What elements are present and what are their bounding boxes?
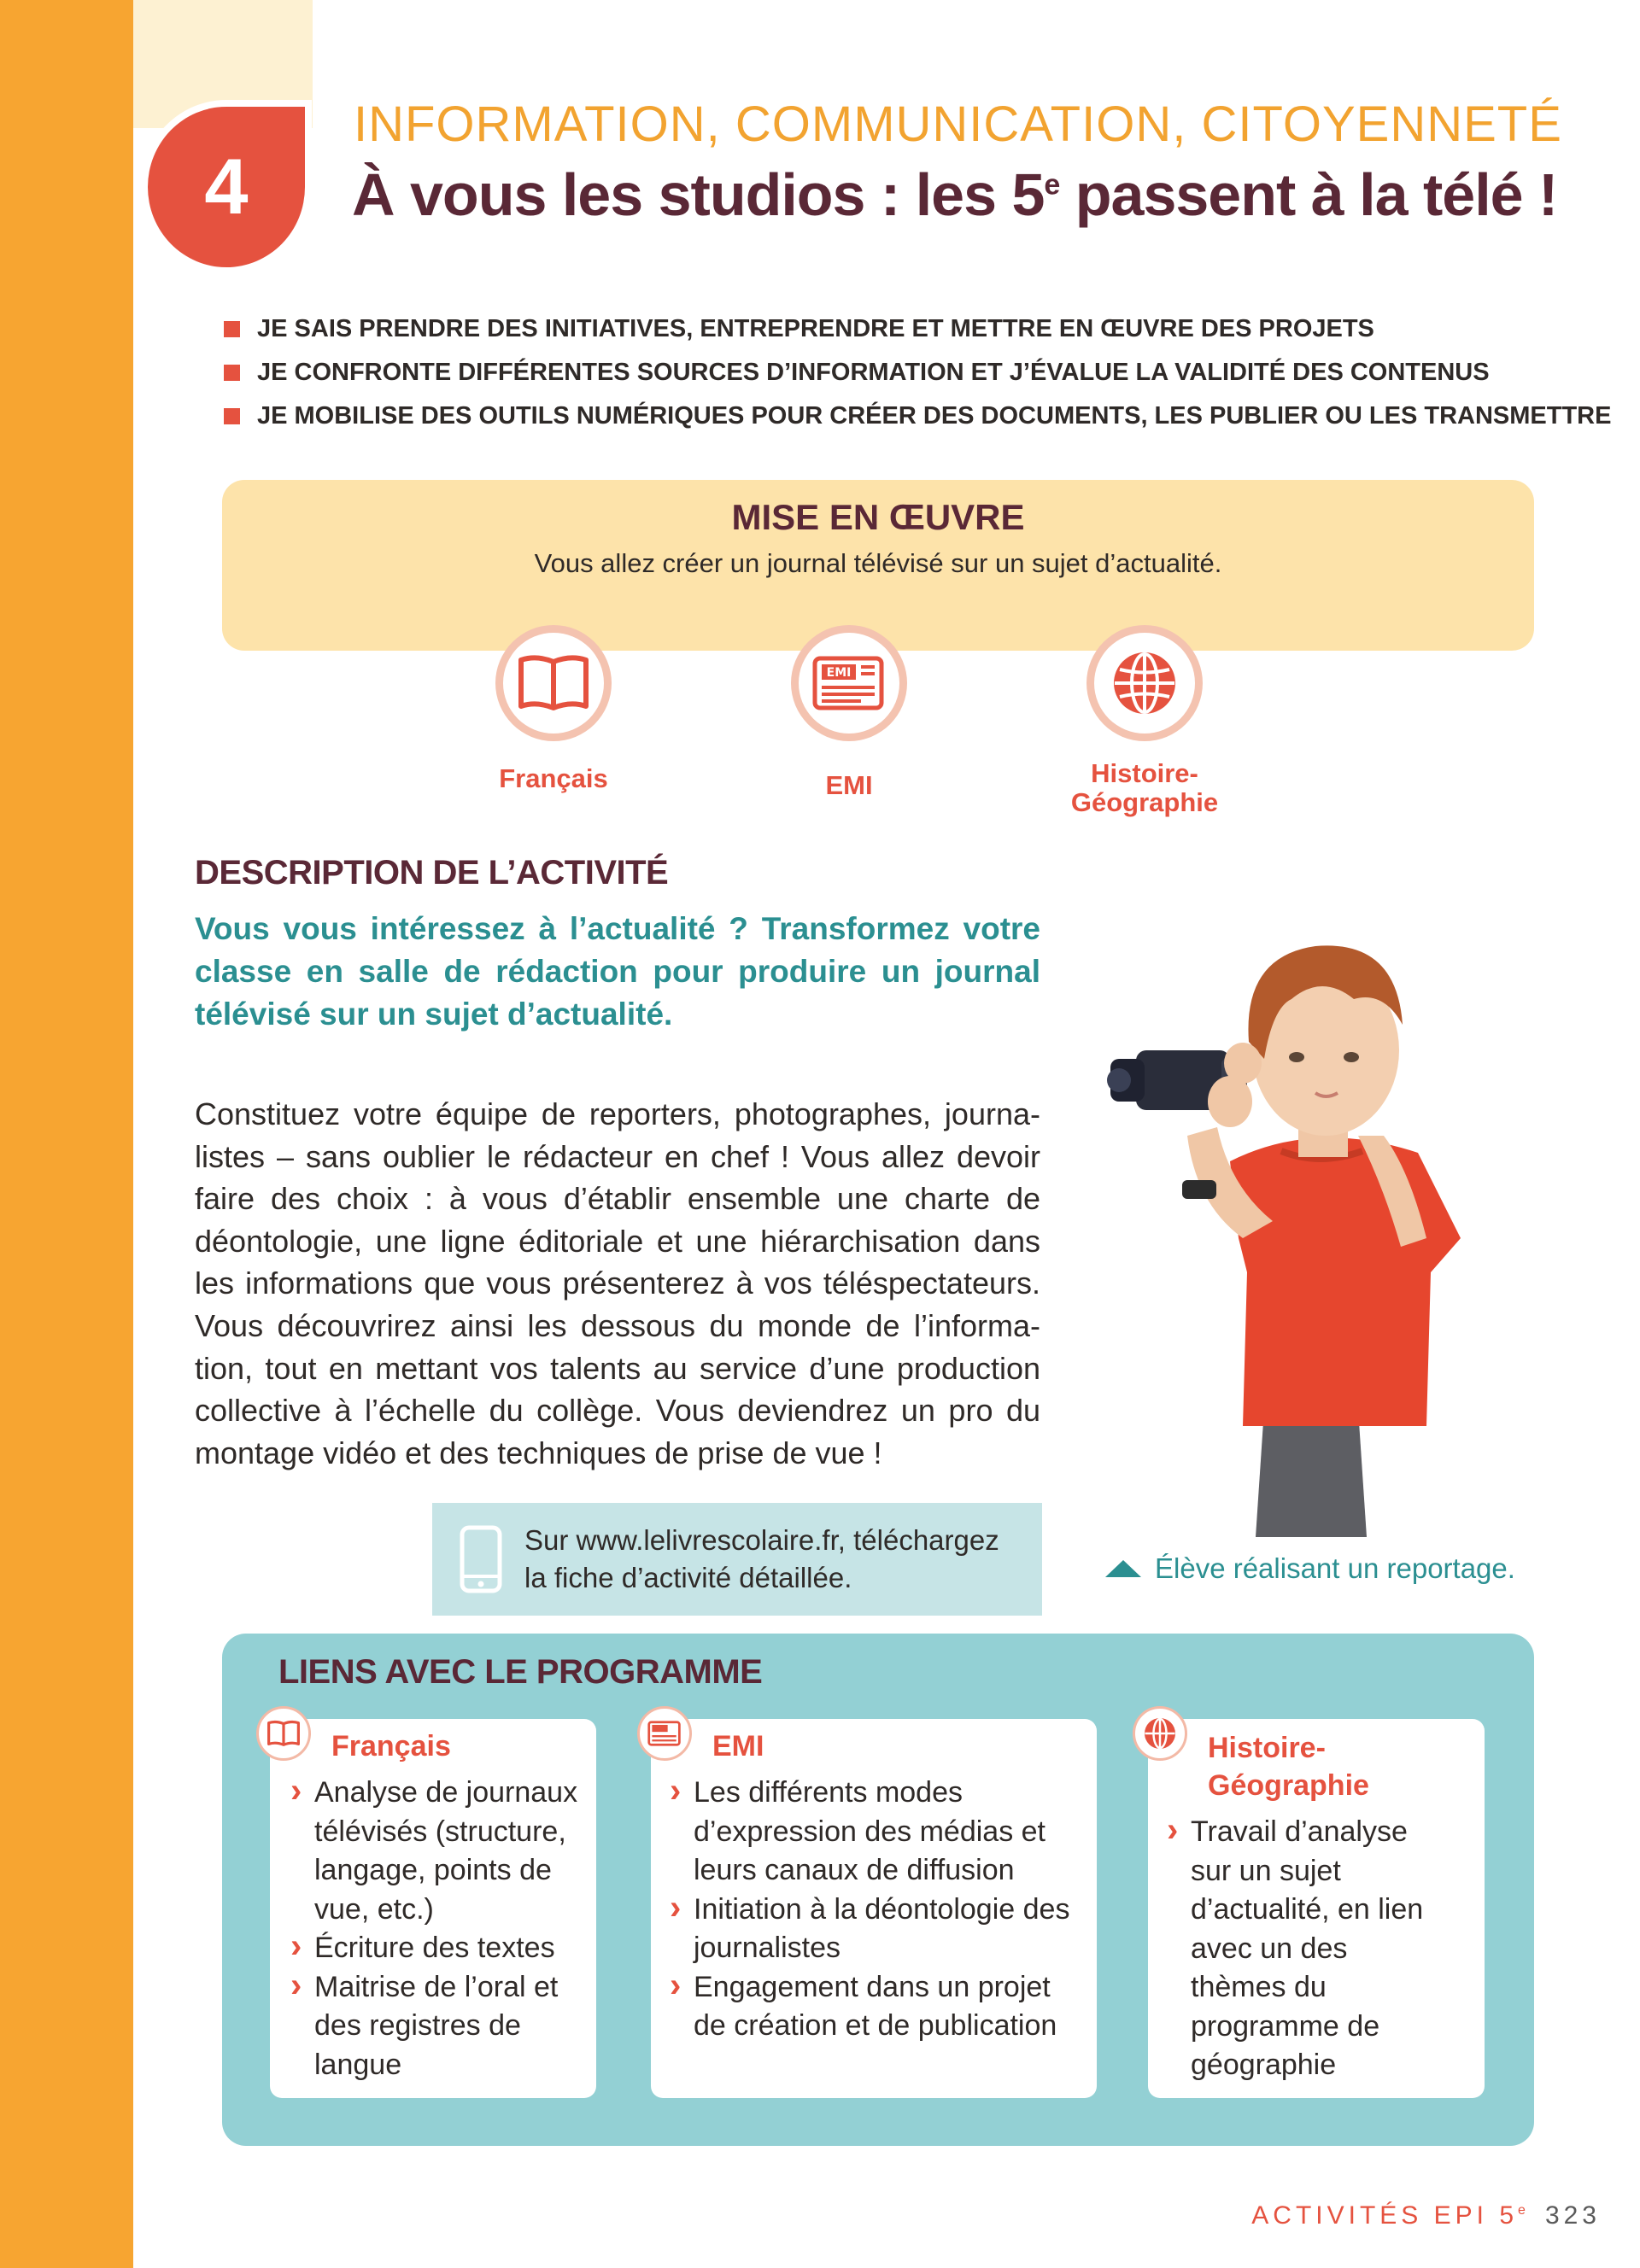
globe-icon <box>1110 649 1179 717</box>
book-icon <box>518 653 589 713</box>
subject-label-francais: Français <box>499 763 608 793</box>
newspaper-icon <box>647 1720 682 1747</box>
subject-disc-francais <box>495 625 612 741</box>
download-info-box <box>432 1503 1042 1616</box>
disc-inner <box>1094 633 1195 734</box>
programme-card-francais <box>270 1719 596 2098</box>
description-heading: DESCRIPTION DE L’ACTIVITÉ <box>195 854 669 891</box>
photo-caption-text: Élève réalisant un reportage. <box>1155 1552 1515 1584</box>
programme-links-heading: LIENS AVEC LE PROGRAMME <box>278 1653 763 1691</box>
page-title <box>352 161 1557 229</box>
photo-caption <box>1105 1552 1515 1585</box>
card-title <box>1208 1729 1369 1804</box>
download-text <box>524 1522 999 1597</box>
mise-en-oeuvre-text: Vous allez créer un journal télévisé sur un sujet d’actualité. <box>534 548 1222 578</box>
disc-inner <box>503 633 604 734</box>
bullet-item: › Engagement dans un projet de création et de publication <box>670 1968 1088 2046</box>
programme-card-histoire-geographie <box>1148 1719 1485 2098</box>
smartphone-icon <box>460 1525 502 1593</box>
subject-label-emi: EMI <box>825 770 873 800</box>
programme-card-emi <box>651 1719 1097 2098</box>
card-title-line: Histoire- <box>1208 1732 1326 1764</box>
bullet-square-icon <box>224 365 240 381</box>
skill-item <box>224 351 1611 395</box>
title-part-1: À vous les studios : les 5 <box>352 161 1045 228</box>
newspaper-icon <box>810 653 888 713</box>
bullet-square-icon <box>224 408 240 424</box>
description-body: Constituez votre équipe de reporters, photographes, journa-listes – sans oublier le rédacteur en chef ! Vous allez devoir faire des choix : à vous d’établir ensemble une charte de déontologie, une ligne éditoriale et une hiérarchisation dans les informations que vous présenterez à vos téléspectateurs. Vous découvrirez ainsi les dessous du monde de l’informa-tion, tout en mettant vos talents au service d’une production collective à l’échelle du collège. Vous deviendrez un pro du montage vidéo et des techniques de prise de vue ! <box>195 1096 1040 1470</box>
footer-superscript: e <box>1518 2203 1530 2218</box>
bullet-item: › Initiation à la déontologie des journalistes <box>670 1891 1088 1968</box>
bullet-square-icon <box>224 321 240 337</box>
boy-with-camcorder-illustration <box>1102 880 1536 1537</box>
caption-triangle-icon <box>1105 1560 1141 1577</box>
skill-item <box>224 307 1611 351</box>
card-title-line: Géographie <box>1208 1769 1369 1802</box>
bullet-item: › Travail d’analyse sur un sujet d’actualité, en lien avec un des thèmes du programme de géographie <box>1167 1813 1449 2085</box>
title-superscript: e <box>1044 168 1060 202</box>
skills-list <box>224 307 1611 438</box>
card-bullets <box>1167 1813 1449 2085</box>
bullet-item: › Analyse de journaux télévisés (structure, langage, points de vue, etc.) <box>290 1774 585 1929</box>
mise-en-oeuvre-title: MISE EN ŒUVRE <box>731 497 1025 537</box>
subject-label-line: Géographie <box>1070 787 1219 817</box>
skill-item <box>224 395 1611 438</box>
chapter-number-badge: 4 <box>141 100 312 274</box>
card-book-badge <box>256 1706 311 1761</box>
card-title: EMI <box>712 1730 764 1762</box>
card-bullets <box>670 1774 1088 2046</box>
globe-icon <box>1143 1716 1177 1751</box>
bullet-item: › Écriture des textes <box>290 1929 585 1968</box>
description-intro: Vous vous intéressez à l’actualité ? Transformez votre classe en salle de rédaction pour produire un journal télévisé sur un sujet d’actualité. <box>195 911 1040 1032</box>
page-number: 323 <box>1544 2201 1601 2230</box>
card-newspaper-badge <box>637 1706 692 1761</box>
student-reporter-photo <box>1102 880 1536 1537</box>
theme-kicker: INFORMATION, COMMUNICATION, CITOYENNETÉ <box>354 96 1562 152</box>
disc-inner <box>799 633 899 734</box>
subject-disc-emi <box>791 625 907 741</box>
skill-text: JE SAIS PRENDRE DES INITIATIVES, ENTREPRENDRE ET METTRE EN ŒUVRE DES PROJETS <box>257 315 1374 342</box>
book-icon <box>266 1720 301 1747</box>
card-title: Français <box>331 1730 451 1762</box>
page-footer <box>1251 2201 1601 2230</box>
download-line-1[interactable]: Sur www.lelivrescolaire.fr, téléchargez <box>524 1524 999 1556</box>
bullet-item: › Maitrise de l’oral et des registres de langue <box>290 1968 585 2085</box>
left-orange-stripe <box>0 0 133 2268</box>
subject-label-line: Histoire- <box>1091 758 1198 788</box>
title-part-2: passent à la télé ! <box>1059 161 1558 228</box>
skill-text: JE MOBILISE DES OUTILS NUMÉRIQUES POUR CRÉER DES DOCUMENTS, LES PUBLIER OU LES TRANSMETTRE <box>257 402 1612 430</box>
bullet-item: › Les différents modes d’expression des médias et leurs canaux de diffusion <box>670 1774 1088 1891</box>
card-bullets <box>290 1774 585 2084</box>
emi-badge-text: EMI <box>826 666 852 680</box>
card-globe-badge <box>1133 1706 1187 1761</box>
subject-label-histoire-geographie <box>1051 759 1239 817</box>
mise-en-oeuvre-box <box>222 480 1534 651</box>
subject-disc-histoire-geographie <box>1086 625 1203 741</box>
footer-section: ACTIVITÉS EPI 5 <box>1251 2201 1519 2230</box>
skill-text: JE CONFRONTE DIFFÉRENTES SOURCES D’INFORMATION ET J’ÉVALUE LA VALIDITÉ DES CONTENUS <box>257 359 1490 386</box>
download-line-2: la fiche d’activité détaillée. <box>524 1562 852 1593</box>
